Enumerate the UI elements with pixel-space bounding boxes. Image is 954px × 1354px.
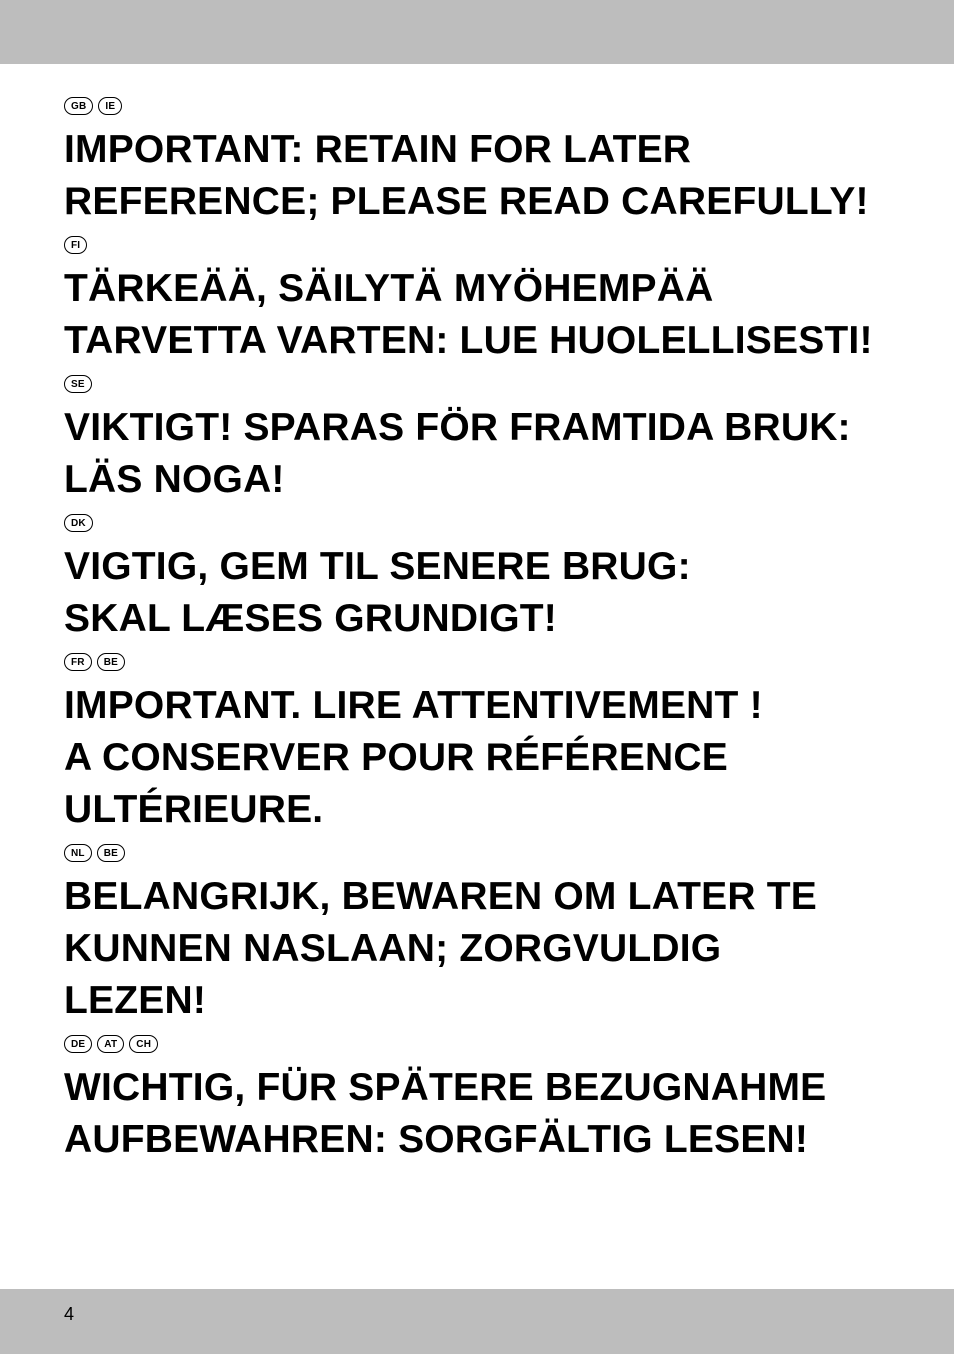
country-badge: FI (64, 236, 87, 254)
country-badges (64, 95, 904, 117)
country-badge: AT (97, 1035, 124, 1053)
section-heading: TÄRKEÄÄ, SÄILYTÄ MYÖHEMPÄÄ TARVETTA VARTEN: LUE HUOLELLISESTI! (64, 267, 873, 362)
section-heading: VIKTIGT! SPARAS FÖR FRAMTIDA BRUK: LÄS NOGA! (64, 406, 851, 501)
section-heading: BELANGRIJK, BEWAREN OM LATER TE KUNNEN NASLAAN; ZORGVULDIG LEZEN! (64, 875, 817, 1022)
section-heading: IMPORTANT. LIRE ATTENTIVEMENT ! A CONSERVER POUR RÉFÉRENCE ULTÉRIEURE. (64, 684, 763, 831)
country-badge: IE (98, 97, 122, 115)
section-fr-be (64, 651, 904, 836)
section-gb-ie (64, 95, 904, 228)
country-badges (64, 842, 904, 864)
section-heading: IMPORTANT: RETAIN FOR LATER REFERENCE; PLEASE READ CAREFULLY! (64, 128, 869, 223)
bottom-band (0, 1289, 954, 1354)
country-badge: BE (97, 653, 125, 671)
country-badge: BE (97, 844, 125, 862)
country-badge: FR (64, 653, 92, 671)
section-fi (64, 234, 904, 367)
section-heading: WICHTIG, FÜR SPÄTERE BEZUGNAHME AUFBEWAHREN: SORGFÄLTIG LESEN! (64, 1066, 827, 1161)
country-badge: DE (64, 1035, 92, 1053)
top-band (0, 0, 954, 64)
section-dk (64, 512, 904, 645)
section-heading: VIGTIG, GEM TIL SENERE BRUG: SKAL LÆSES GRUNDIGT! (64, 545, 691, 640)
country-badges (64, 1033, 904, 1055)
country-badges (64, 512, 904, 534)
country-badge: GB (64, 97, 93, 115)
section-se (64, 373, 904, 506)
country-badge: CH (129, 1035, 158, 1053)
country-badge: NL (64, 844, 92, 862)
page-number: 4 (64, 1304, 75, 1324)
country-badges (64, 651, 904, 673)
section-nl-be (64, 842, 904, 1027)
document-body (64, 95, 904, 1172)
country-badges (64, 234, 904, 256)
country-badge: SE (64, 375, 92, 393)
country-badges (64, 373, 904, 395)
country-badge: DK (64, 514, 93, 532)
section-de-at-ch (64, 1033, 904, 1166)
